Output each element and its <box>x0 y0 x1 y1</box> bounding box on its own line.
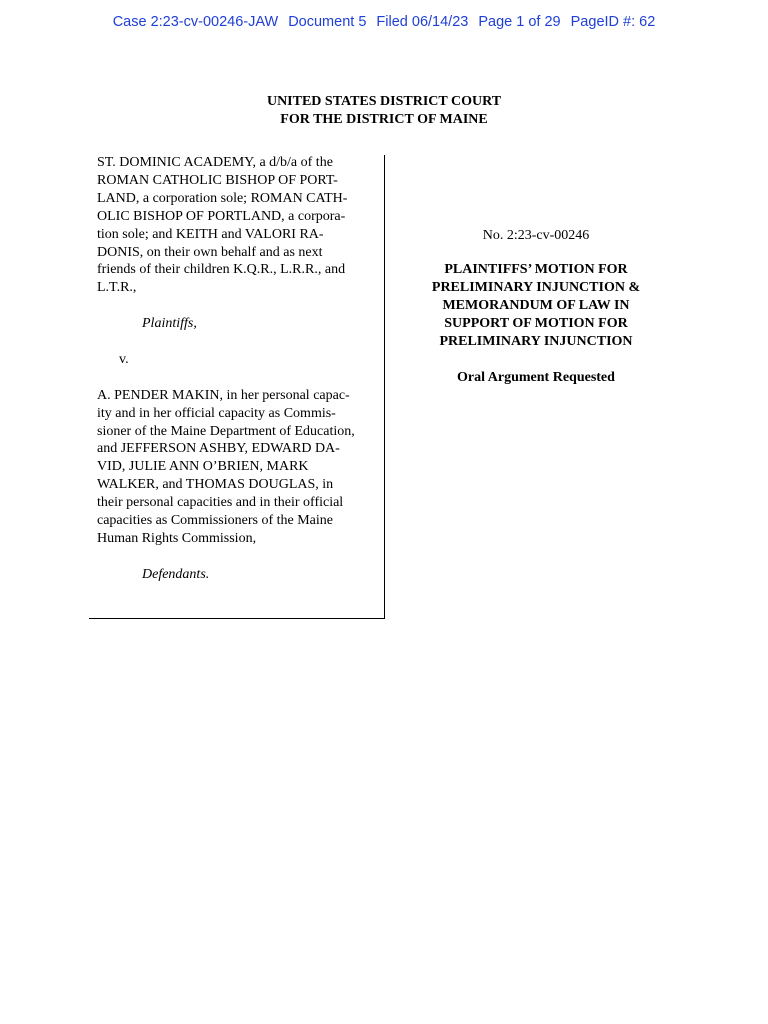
plaintiffs-line: L.T.R., <box>97 280 137 296</box>
motion-title-line: MEMORANDUM OF LAW IN <box>442 298 630 313</box>
motion-title-line: SUPPORT OF MOTION FOR <box>444 316 628 331</box>
page-header <box>0 14 768 30</box>
motion-title-line: PLAINTIFFS’ MOTION FOR <box>444 262 628 277</box>
plaintiffs-line: friends of their children K.Q.R., L.R.R., and <box>97 262 346 278</box>
caption-vertical-rule <box>384 155 385 619</box>
header-pageid: PageID #: 62 <box>570 14 656 30</box>
defendants-line: ity and in her official capacity as Commis- <box>97 405 336 421</box>
oral-argument-request: Oral Argument Requested <box>457 370 615 385</box>
versus-label: v. <box>119 351 129 367</box>
plaintiffs-line: tion sole; and KEITH and VALORI RA- <box>97 226 324 242</box>
plaintiffs-line: LAND, a corporation sole; ROMAN CATH- <box>97 190 348 206</box>
defendants-line: VID, JULIE ANN O’BRIEN, MARK <box>97 459 309 475</box>
plaintiffs-line: ST. DOMINIC ACADEMY, a d/b/a of the <box>97 155 333 170</box>
court-name: UNITED STATES DISTRICT COURT <box>266 94 502 109</box>
defendants-line: sioner of the Maine Department of Education, <box>97 423 355 439</box>
header-document: Document 5 <box>288 14 367 30</box>
motion-title <box>400 261 672 351</box>
caption-parties <box>97 154 379 584</box>
court-district: FOR THE DISTRICT OF MAINE <box>280 112 488 127</box>
header-case-number: Case 2:23-cv-00246-JAW <box>112 14 279 30</box>
plaintiffs-line: OLIC BISHOP OF PORTLAND, a corpora- <box>97 208 346 224</box>
defendants-label: Defendants. <box>142 566 210 582</box>
plaintiffs-line: ROMAN CATHOLIC BISHOP OF PORT- <box>97 172 338 188</box>
defendants-line: A. PENDER MAKIN, in her personal capac- <box>97 387 350 403</box>
defendants-line: their personal capacities and in their official <box>97 495 344 511</box>
caption-horizontal-rule <box>89 618 385 619</box>
defendants-line: capacities as Commissioners of the Maine <box>97 513 333 529</box>
court-heading <box>0 93 768 129</box>
header-filed-date: Filed 06/14/23 <box>376 14 469 30</box>
motion-title-line: PRELIMINARY INJUNCTION <box>439 334 633 349</box>
plaintiffs-label: Plaintiffs, <box>142 316 197 332</box>
defendants-line: WALKER, and THOMAS DOUGLAS, in <box>97 477 334 493</box>
header-page-count: Page 1 of 29 <box>478 14 561 30</box>
plaintiffs-line: DONIS, on their own behalf and as next <box>97 244 323 260</box>
defendants-line: and JEFFERSON ASHBY, EDWARD DA- <box>97 441 340 457</box>
case-number: No. 2:23-cv-00246 <box>482 228 590 243</box>
defendants-line: Human Rights Commission, <box>97 530 257 546</box>
motion-title-line: PRELIMINARY INJUNCTION & <box>431 280 641 295</box>
